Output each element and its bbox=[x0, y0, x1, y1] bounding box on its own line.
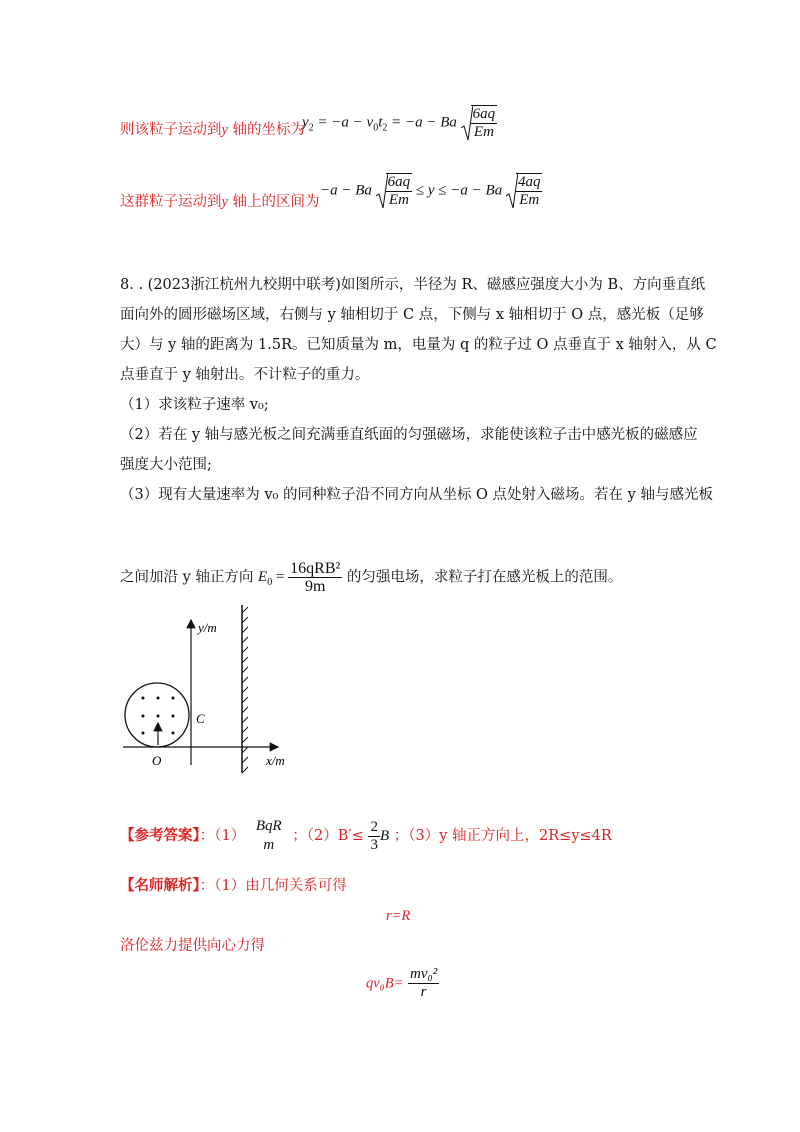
intro-formula-1: $y_2 = -a - v_0t_2 = -a - Ba$ $\frac{6aq}{Em}$ bbox=[302, 106, 496, 140]
frac-2b-num: 4aq bbox=[517, 174, 541, 190]
formula-1-mid: = −a − v bbox=[313, 114, 374, 131]
intro-line-2 bbox=[120, 192, 320, 212]
formula-2-mid: ≤ y ≤ −a − Ba bbox=[412, 182, 503, 199]
eq2-lhs: qv₀B= bbox=[366, 975, 404, 992]
answer-3: ；（3）y 轴正方向上，2R≤y≤4R bbox=[393, 828, 612, 844]
problem-line-4: 点垂直于 y 轴射出。不计粒子的重力。 bbox=[120, 367, 370, 383]
analysis-eq-1: r=R bbox=[386, 908, 411, 924]
formula-1-mid2: t bbox=[378, 114, 383, 131]
question-3b bbox=[120, 560, 622, 595]
problem-line-2: 面向外的圆形磁场区域，右侧与 y 轴相切于 C 点，下侧与 x 轴相切于 O 点，感光板（足够 bbox=[120, 307, 704, 323]
answer-1-frac bbox=[254, 818, 284, 854]
q3b-pre: 之间加沿 y 轴正方向 bbox=[120, 569, 254, 586]
intro-line-1-label: 则该粒子运动到 bbox=[120, 122, 222, 138]
physics-figure bbox=[118, 605, 308, 779]
eq2-frac bbox=[408, 966, 439, 1001]
question-3a: （3）现有大量速率为 v₀ 的同种粒子沿不同方向从坐标 O 点处射入磁场。若在 y 轴与感光板 bbox=[120, 487, 713, 503]
question-1: （1）求该粒子速率 v₀; bbox=[120, 397, 269, 413]
sqrt-3 bbox=[506, 172, 543, 210]
frac-1-num: 6aq bbox=[472, 106, 496, 122]
answer-2-prefix: ；（2）B′≤ bbox=[292, 828, 364, 844]
question-2a: （2）若在 y 轴与感光板之间充满垂直纸面的匀强磁场，求能使该粒子击中感光板的磁感应 bbox=[120, 427, 698, 443]
sqrt-2 bbox=[376, 172, 413, 210]
frac-2a-den: Em bbox=[388, 192, 409, 208]
analysis-tag: 【名师解析】 bbox=[120, 877, 200, 894]
answer-line bbox=[120, 818, 612, 854]
plate-hatching bbox=[242, 607, 248, 773]
q3b-formula: $E_0$ = $\frac{\text{16qRB²}}{9m}$ bbox=[258, 560, 341, 595]
formula-1-rhs: = −a − Ba bbox=[387, 114, 457, 131]
intro-line-1 bbox=[120, 120, 305, 140]
intro-line-2-var: y bbox=[221, 194, 228, 210]
answer-tag: 【参考答案】 bbox=[120, 827, 200, 844]
frac-2b-den: Em bbox=[519, 192, 540, 208]
question-2b: 强度大小范围; bbox=[120, 457, 212, 473]
frac-1 bbox=[471, 105, 498, 141]
point-c-label: C bbox=[196, 711, 205, 726]
frac-2a bbox=[386, 173, 413, 209]
intro-line-2-label: 这群粒子运动到 bbox=[120, 194, 222, 210]
analysis-intro bbox=[120, 876, 347, 896]
problem-line-3: 大）与 y 轴的距离为 1.5R。已知质量为 m，电量为 q 的粒子过 O 点垂直于 x 轴射入，从 C bbox=[120, 337, 717, 353]
formula-2-left: −a − Ba bbox=[320, 182, 372, 199]
answer-2-B: B bbox=[379, 828, 390, 844]
intro-line-2-tail: 轴上的区间为 bbox=[227, 194, 320, 210]
sqrt-1 bbox=[461, 104, 498, 142]
frac-2a-num: 6aq bbox=[387, 174, 411, 190]
frac-2b bbox=[516, 173, 543, 209]
analysis-line-2: 洛伦兹力提供向心力得 bbox=[120, 938, 265, 954]
x-axis-label: x/m bbox=[266, 753, 285, 768]
problem-line-1: 8. . (2023浙江杭州九校期中联考)如图所示，半径为 R、磁感应强度大小为 B、方向垂直纸 bbox=[120, 277, 706, 293]
answer-2-num: 2 bbox=[370, 818, 378, 835]
intro-formula-2 bbox=[320, 172, 542, 210]
answer-1-den: m bbox=[263, 837, 275, 853]
magnetic-field-diagram bbox=[118, 605, 308, 775]
problem-text bbox=[120, 270, 717, 510]
q3b-post: 的匀强电场，求粒子打在感光板上的范围。 bbox=[346, 569, 623, 586]
analysis-eq-2 bbox=[366, 966, 439, 1001]
formula-1-lhs: y bbox=[302, 114, 309, 131]
answer-1-num: BqR bbox=[255, 818, 282, 834]
intro-line-1-tail: 轴的坐标为 bbox=[227, 122, 306, 138]
eq2-num: mv₀² bbox=[409, 966, 438, 982]
point-o-label: O bbox=[152, 753, 162, 768]
y-axis-label: y/m bbox=[198, 620, 217, 635]
q3b-frac-den: 9m bbox=[305, 578, 326, 595]
analysis-intro-text: ：（1）由几何关系可得 bbox=[199, 878, 347, 894]
eq2-den: r bbox=[420, 984, 427, 1000]
answer-1-prefix: ：（1） bbox=[199, 828, 246, 844]
q3b-E: E bbox=[258, 568, 268, 585]
q3b-frac bbox=[288, 560, 342, 595]
q3b-frac-num: 16qRB² bbox=[290, 560, 341, 577]
answer-2-den: 3 bbox=[370, 836, 378, 853]
answer-2-frac bbox=[368, 819, 380, 854]
frac-1-den: Em bbox=[473, 124, 494, 140]
intro-line-1-var: y bbox=[221, 122, 228, 138]
